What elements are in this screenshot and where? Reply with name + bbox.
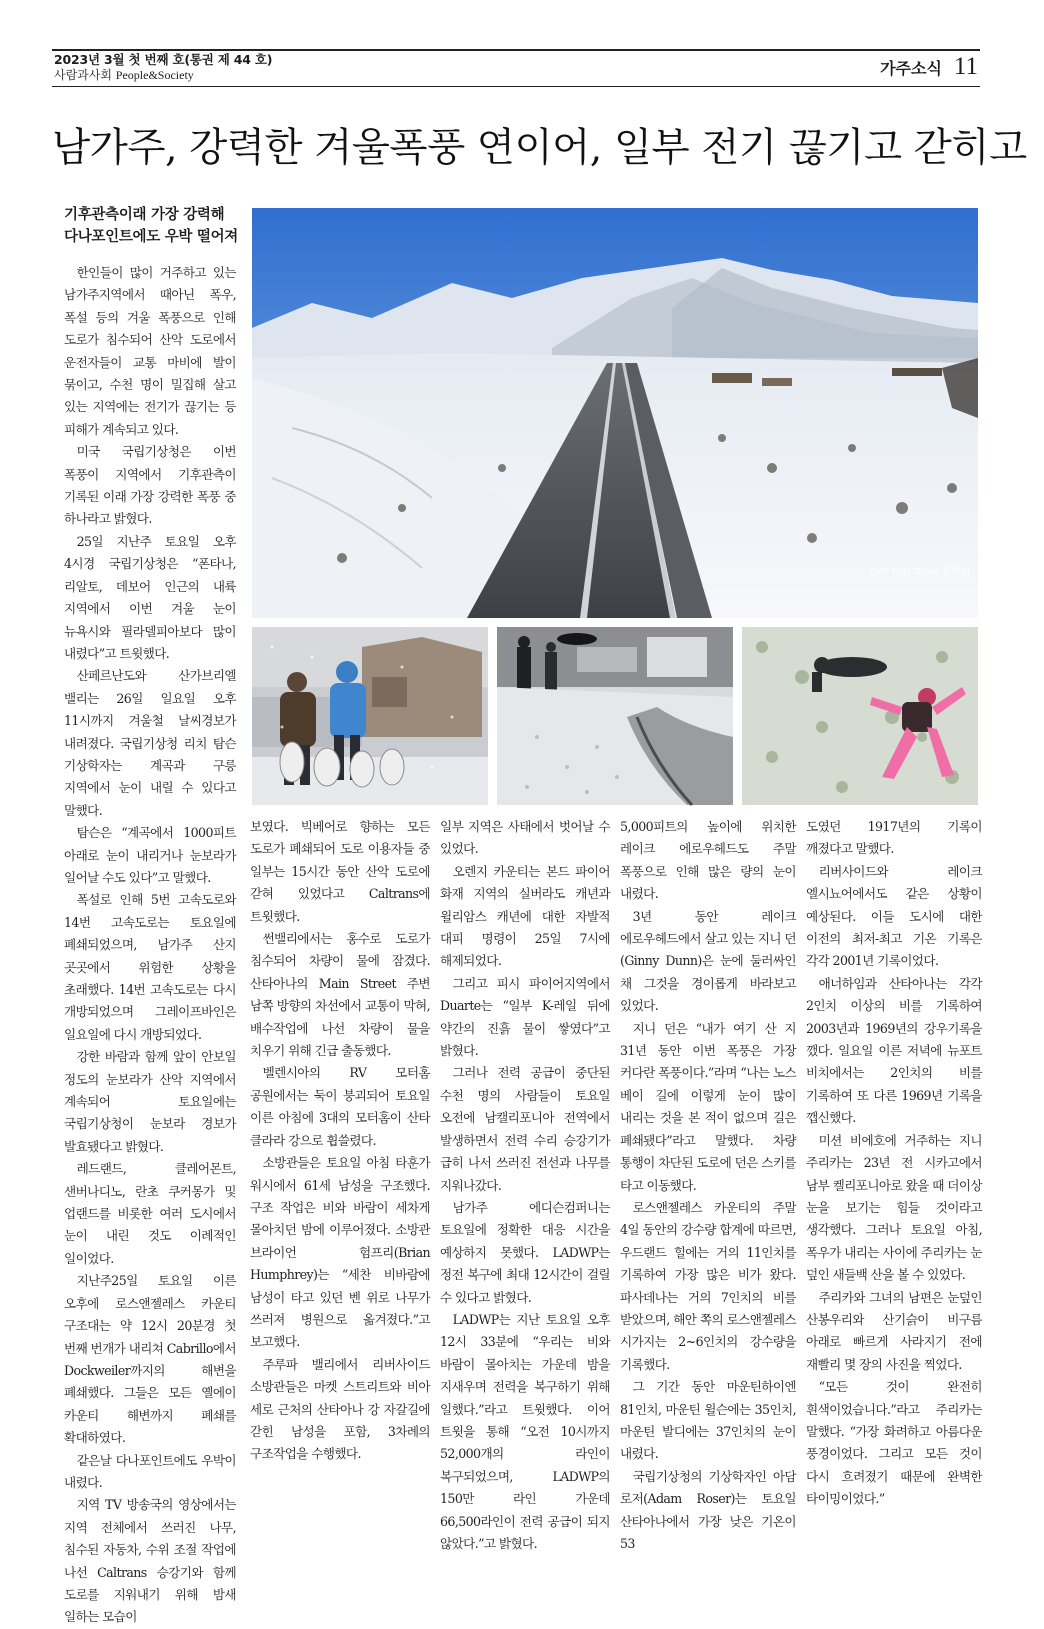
article-paragraph: LADWP는 지난 토요일 오후 12시 33분에 “우리는 비와 바람이 몰아치는 가운데 밤을 지새우며 전력을 복구하기 위해 일했다.”라고 트윗했다. 이어 트윗을 통해 “오전 10시까지 52,000개의 라인이 복구되었으며, LADWP의 150만 라인 가운데 66,500라인이 전력 공급이 되지 않았다.”고 밝혔다. <box>440 1311 610 1551</box>
header-bottom-rule <box>52 86 980 87</box>
article-paragraph: 소방관들은 토요일 아침 타훈가 워시에서 61세 남성을 구조했다. 구조 작업은 비와 바람이 세차게 몰아치던 밤에 이루어졌다. 소방관 브라이언 험프리(Brian Humphrey)는 “세찬 비바람에 남성이 타고 있던 벤 위로 나무가 쓰러져 병원으로 옮겨졌다.”고 보고했다. <box>250 1155 430 1350</box>
page-header-right <box>880 53 978 81</box>
article-paragraph: 산페르난도와 산가브리엘 밸리는 26일 일요일 오후 11시까지 겨울철 날씨경보가 내려졌다. 국립기상청 리치 탐슨 기상학자는 계곡과 구릉 지역에서 눈이 내릴 수 있다고 말했다. <box>64 668 236 818</box>
photo-snowy-highway <box>252 208 978 618</box>
article-column-4 <box>620 816 796 1551</box>
subhead-line: 기후관측이래 가장 강력해 <box>64 207 225 223</box>
article-paragraph: 주루파 밸리에서 리버사이드 소방관들은 마켓 스트리트와 비아 세로 근처의 산타아나 강 자갈길에 갇힌 남성을 포함, 3차례의 구조작업을 수행했다. <box>250 1356 430 1462</box>
article-paragraph: 벨렌시아의 RV 모터홈 공원에서는 둑이 붕괴되어 토요일 이른 아침에 3대의 모터홈이 산타 클라라 강으로 휩쓸렸다. <box>250 1065 430 1148</box>
article-paragraph: 5,000피트의 높이에 위치한 레이크 에로우헤드도 주말 폭풍으로 인해 많은 량의 눈이 내렸다. <box>620 819 796 902</box>
photo-snow-angel <box>742 627 978 805</box>
publication-name-ko: 사람과사회 <box>54 68 112 82</box>
article-paragraph: 강한 바람과 함께 앞이 안보일 정도의 눈보라가 산악 지역에서 계속되어 토요일에는 국립기상청이 눈보라 경보가 발효됐다고 밝혔다. <box>64 1049 236 1154</box>
article-column-5 <box>806 816 982 1507</box>
photo-credit: CHP Fort Tejon 트위터 <box>869 567 970 578</box>
article-paragraph: 지난주25일 토요일 이른 오후에 로스앤젤레스 카운티 구조대는 약 12시 20분경 첫 번째 번개가 내리쳐 Cabrillo에서 Dockweiler까지의 해변을 폐쇄했다. 그들은 모든 옐에이 카운티 해변까지 폐쇄를 확대하였다. <box>64 1273 236 1446</box>
section-name: 가주소식 <box>880 59 942 78</box>
article-paragraph: 주리카와 그녀의 남편은 눈덮인 산봉우리와 산기슭이 비구름 아래로 빠르게 사라지기 전에 재빨리 몇 장의 사진을 찍었다. <box>806 1289 982 1372</box>
article-paragraph: 국립기상청의 기상학자인 아담 로저(Adam Roser)는 토요일 산타아나에서 가장 낮은 기온이 53 <box>620 1468 796 1551</box>
article-paragraph: 탐슨은 “계곡에서 1000피트 아래로 눈이 내리거나 눈보라가 일어날 수도 있다”고 말했다. <box>64 825 236 885</box>
article-paragraph: 썬밸리에서는 홍수로 도로가 침수되어 차량이 물에 잠겼다. 산타아나의 Main Street 주변 남쪽 방향의 차선에서 교통이 막혀, 배수작업에 나선 차량이 물을 치우기 위해 긴급 출동했다. <box>250 931 430 1059</box>
masthead <box>54 52 272 83</box>
article-paragraph: 남가주 에디슨컴퍼니는 토요일에 정확한 대응 시간을 예상하지 못했다. LADWP는 정전 복구에 최대 12시간이 걸릴 수 있다고 밝혔다. <box>440 1199 610 1305</box>
photo-street-hail <box>497 627 733 805</box>
article-column-3 <box>440 816 610 1551</box>
article-paragraph: 미션 비에호에 거주하는 지니 주리카는 23년 전 시카고에서 남부 켈리포니아로 왔을 때 더이상 눈을 보기는 힘들 것이라고 생각했다. 그러나 토요일 아침, 폭우가 내리는 사이에 주리카는 눈 덮인 새들백 산을 볼 수 있었다. <box>806 1132 982 1283</box>
article-paragraph: 그 기간 동안 마운틴하이엔 81인치, 마운틴 윌슨에는 35인치, 마운틴 발디에는 37인치의 눈이 내렸다. <box>620 1379 796 1462</box>
article-paragraph: 같은날 다나포인트에도 우박이 내렸다. <box>64 1452 236 1490</box>
article-paragraph: 도였던 1917년의 기록이 깨졌다고 말했다. <box>806 819 982 857</box>
article-paragraph: 폭설로 인해 5번 고속도로와 14번 고속도로는 토요일에 폐쇄되었으며, 남가주 산지 곳곳에서 위험한 상황을 초래했다. 14번 고속도로는 다시 개방되었으며 그레이프바인은 일요일에 다시 개방되었다. <box>64 892 236 1042</box>
page-number: 11 <box>953 53 978 80</box>
article-paragraph: 로스앤젤레스 카운티의 주말 4일 동안의 강수량 합계에 따르면, 우드랜드 힐에는 거의 11인치를 기록하여 가장 많은 비가 왔다. 파사데나는 거의 7인치의 비를 받았으며, 해안 쪽의 로스앤젤레스 시가지는 2~6인치의 강수량을 기록했다. <box>620 1199 796 1372</box>
article-subhead <box>64 204 244 248</box>
article-paragraph: 오렌지 카운티는 본드 파이어 화재 지역의 실버라도 캐년과 윌리암스 캐년에 대한 자발적 대피 명령이 25일 7시에 해제되었다. <box>440 863 610 969</box>
article-paragraph: 25일 지난주 토요일 오후 4시경 국립기상청은 “폰타나, 리알토, 데보어 인근의 내륙 지역에서 이번 겨울 눈이 뉴욕시와 필라델피아보다 많이 내렸다”고 트윗했다. <box>64 533 236 661</box>
article-paragraph: 지니 던은 “내가 여기 산 지 31년 동안 이번 폭풍은 가장 커다란 폭풍이다.”라며 “나는 노스 베이 길에 이렇게 눈이 많이 내리는 것을 본 적이 없으며 길은 폐쇄됐다”라고 말했다. 차량 통행이 차단된 도로에 던은 스키를 타고 이동했다. <box>620 1020 796 1193</box>
publication-name <box>54 68 272 83</box>
article-column-2 <box>250 816 430 1462</box>
article-paragraph: 그리고 피시 파이어지역에서 Duarte는 “일부 K-레일 뒤에 약간의 진흙 물이 쌓였다”고 밝혔다. <box>440 975 610 1059</box>
issue-info: 2023년 3월 첫 번째 호(통권 제 44 호) <box>54 52 273 67</box>
header-top-rule <box>52 49 980 51</box>
article-paragraph: 보였다. 빅베어로 향하는 모든 도로가 폐쇄되어 도로 이용자들 중 일부는 15시간 동안 산악 도로에 갇혀 있었다고 Caltrans에 트윗했다. <box>250 819 430 924</box>
article-paragraph: 일부 지역은 사태에서 벗어날 수 있었다. <box>440 819 610 857</box>
article-paragraph: 지역 TV 방송국의 영상에서는 지역 전체에서 쓰러진 나무, 침수된 자동차, 수위 조절 작업에 나선 Caltrans 승강기와 함께 도로를 지워내기 위해 밤새 일하는 모습이 <box>64 1497 236 1625</box>
subhead-line: 다나포인트에도 우박 떨어져 <box>64 229 238 245</box>
article-paragraph: 그러나 전력 공급이 중단된 수천 명의 사람들이 토요일 오전에 남캘리포니아 전역에서 발생하면서 전력 수리 승강기가 급히 나서 쓰러진 전선과 나무를 지워나갔다. <box>440 1065 610 1193</box>
article-paragraph: “모든 것이 완전히 흰색이었습니다.”라고 주리카는 말했다. “가장 화려하고 아름다운 풍경이었다. 그리고 모든 것이 다시 흐려졌기 때문에 완벽한 타이밍이었다.” <box>806 1379 982 1507</box>
article-paragraph: 레드랜드, 클레어몬트, 샌버나디노, 란초 쿠커몽가 및 업랜드를 비롯한 여러 도시에서 눈이 내린 것도 이례적인 일이었다. <box>64 1161 236 1266</box>
article-paragraph: 3년 동안 레이크 에로우헤드에서 살고 있는 지니 던(Ginny Dunn)은 눈에 둘러싸인 채 그것을 경이롭게 바라보고 있었다. <box>620 908 796 1014</box>
publication-name-en: People&Society <box>115 68 194 82</box>
article-column-1 <box>64 262 236 1625</box>
article-paragraph: 미국 국립기상청은 이번 폭풍이 지역에서 기후관측이 기록된 이래 가장 강력한 폭풍 중 하나라고 밝혔다. <box>64 444 236 527</box>
article-headline: 남가주, 강력한 겨울폭풍 연이어, 일부 전기 끊기고 갇히고 <box>52 125 1027 171</box>
article-paragraph: 리버사이드와 레이크 엘시뇨어에서도 같은 상황이 예상된다. 이들 도시에 대한 이전의 최저-최고 기온 기록은 각각 2001년 기록이었다. <box>806 863 982 969</box>
article-paragraph: 한인들이 많이 거주하고 있는 남가주지역에서 때아닌 폭우, 폭설 등의 겨울 폭풍으로 인해 도로가 침수되어 산악 도로에서 운전자들이 교통 마비에 발이 묶이고, 수천 명이 밀집해 살고 있는 지역에는 전기가 끊기는 등 피해가 계속되고 있다. <box>64 265 236 437</box>
photo-people-walking-dogs <box>252 627 488 805</box>
article-paragraph: 애너하임과 산타아나는 각각 2인치 이상의 비를 기록하여 2003년과 1969년의 강우기록을 깼다. 일요일 이른 저녁에 뉴포트 비치에서는 2인치의 비를 기록하여 또 다른 1969년 기록을 깹신했다. <box>806 975 982 1126</box>
